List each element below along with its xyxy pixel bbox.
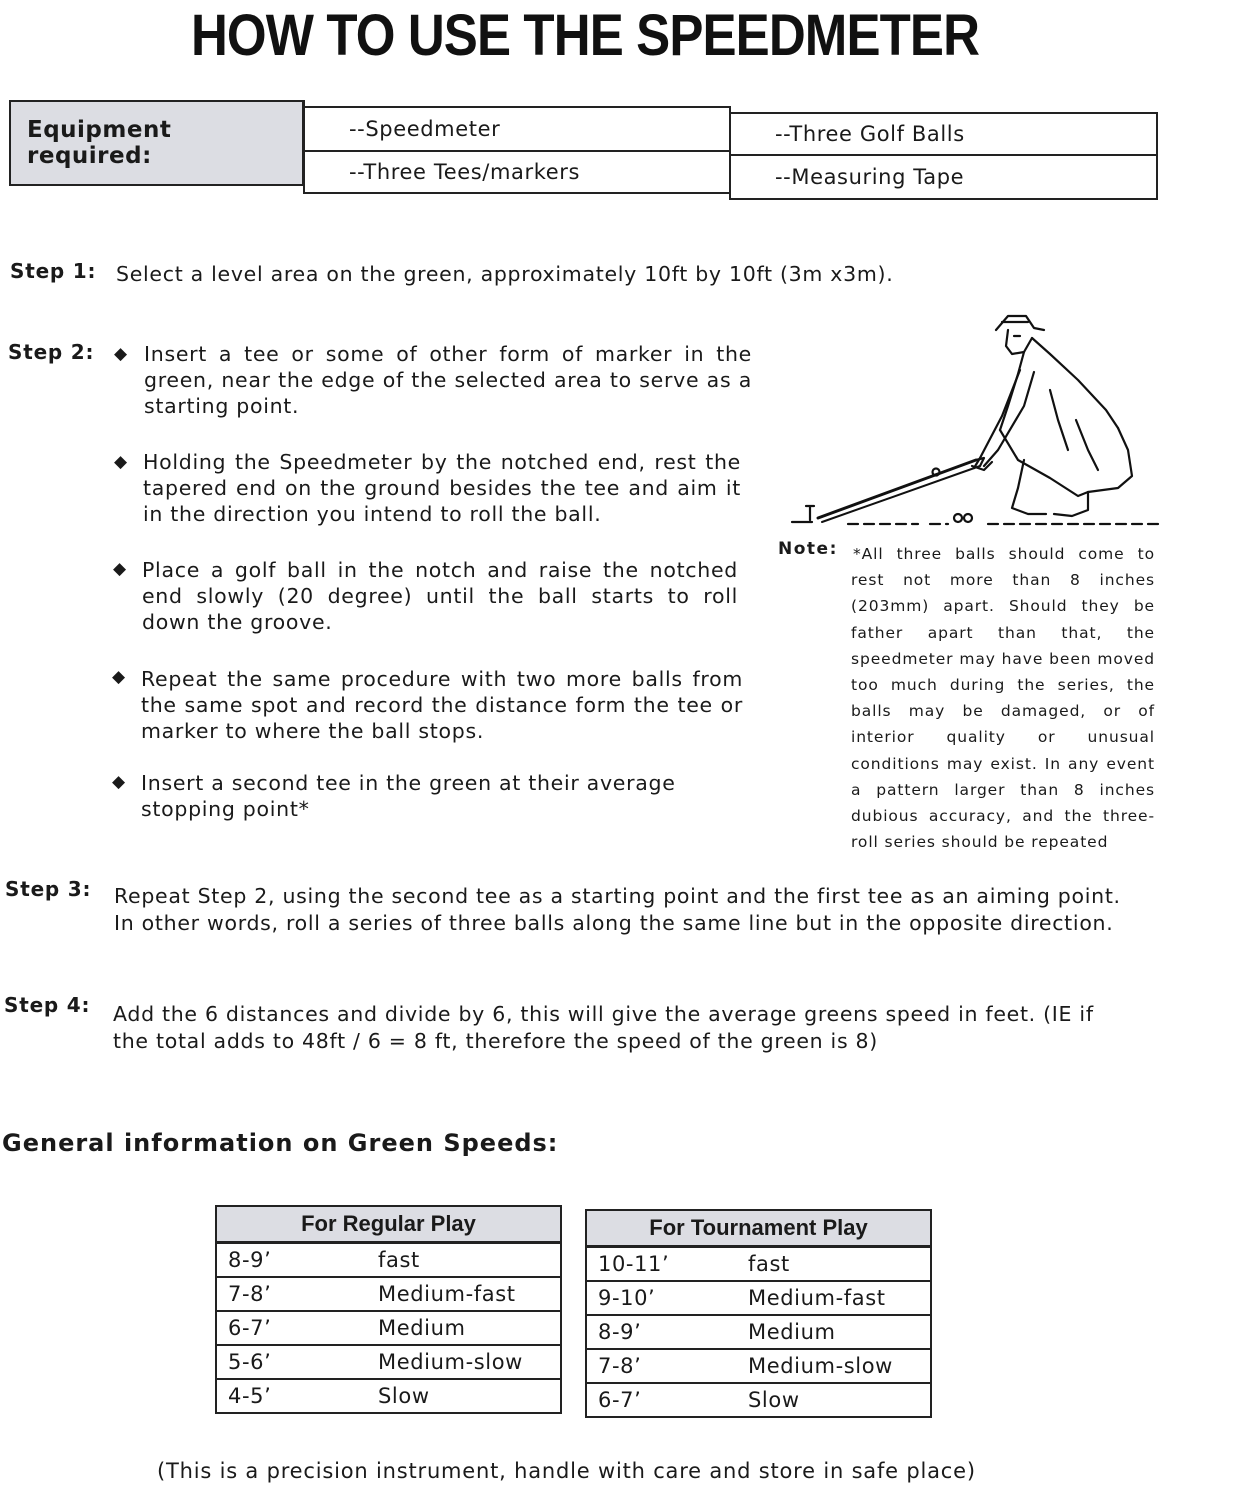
step1-text: Select a level area on the green, approximately 10ft by 10ft (3m x3m).: [116, 262, 894, 286]
golfer-illustration: [788, 310, 1160, 530]
speed-label: Slow: [748, 1383, 931, 1417]
speed-label: fast: [748, 1247, 931, 1282]
step4-text: Add the 6 distances and divide by 6, this will give the average greens speed in feet. (IE if the total adds to 48ft / 6 = 8 ft, therefore the speed of the green is 8): [113, 1002, 1094, 1053]
speed-range: 8-9’: [586, 1315, 748, 1349]
step2-bullet-2: Holding the Speedmeter by the notched end, rest the tapered end on the ground besides the tee and aim it in the direction you intend to roll the ball.: [143, 450, 741, 526]
bullet-icon: ◆: [114, 344, 128, 364]
step2-bullet-5: Insert a second tee in the green at their average stopping point*: [141, 771, 676, 821]
page-title: HOW TO USE THE SPEEDMETER: [190, 3, 980, 68]
regular-play-header: For Regular Play: [216, 1206, 561, 1243]
step2-bullet-4: Repeat the same procedure with two more balls from the same spot and record the distance form the tee or marker to where the ball stops.: [141, 667, 743, 743]
speed-range: 6-7’: [586, 1383, 748, 1417]
table-row: [586, 1315, 931, 1349]
table-row: [216, 1243, 561, 1278]
step3-text: Repeat Step 2, using the second tee as a starting point and the first tee as an aiming point. In other words, roll a series of three balls along the same line but in the opposite direction.: [114, 884, 1121, 935]
equipment-item-speedmeter: --Speedmeter: [303, 106, 731, 152]
tournament-play-table: [585, 1209, 932, 1418]
step4-label: Step 4:: [4, 993, 91, 1017]
note-text: *All three balls should come to rest not more than 8 inches (203mm) apart. Should they be father apart than that, the speedmeter may have been moved too much during the series, the balls may be damaged, or of interior quality or unusual conditions may exist. In any event a pattern larger than 8 inches dubious accuracy, and the three-roll series should be repeated: [851, 545, 1155, 852]
step1-label: Step 1:: [10, 259, 97, 283]
equipment-item-golf-balls: --Three Golf Balls: [729, 112, 1158, 156]
speed-range: 7-8’: [216, 1277, 378, 1311]
speed-range: 8-9’: [216, 1243, 378, 1278]
speed-range: 6-7’: [216, 1311, 378, 1345]
table-row: [216, 1277, 561, 1311]
step2-label: Step 2:: [8, 340, 95, 364]
speed-label: Medium-fast: [378, 1277, 561, 1311]
speed-label: Medium-slow: [378, 1345, 561, 1379]
bullet-icon: ◆: [112, 667, 126, 687]
speed-label: Medium: [378, 1311, 561, 1345]
table-row: [586, 1247, 931, 1282]
speed-range: 4-5’: [216, 1379, 378, 1413]
table-row: [586, 1383, 931, 1417]
speed-label: Medium-fast: [748, 1281, 931, 1315]
step2-bullet-3: Place a golf ball in the notch and raise the notched end slowly (20 degree) until the ball starts to roll down the groove.: [142, 558, 738, 634]
speed-label: Medium-slow: [748, 1349, 931, 1383]
equipment-item-measuring-tape: --Measuring Tape: [729, 154, 1158, 200]
table-row: [216, 1311, 561, 1345]
speed-range: 9-10’: [586, 1281, 748, 1315]
table-row: [216, 1345, 561, 1379]
footer-note: (This is a precision instrument, handle with care and store in safe place): [157, 1459, 976, 1483]
speed-label: fast: [378, 1243, 561, 1278]
table-row: [586, 1349, 931, 1383]
tournament-play-header: For Tournament Play: [586, 1210, 931, 1247]
note-label: Note:: [778, 539, 838, 559]
bullet-icon: ◆: [112, 772, 126, 792]
speed-range: 5-6’: [216, 1345, 378, 1379]
regular-play-table: [215, 1205, 562, 1414]
equipment-table: [9, 100, 1158, 200]
table-row: [216, 1379, 561, 1413]
speed-label: Medium: [748, 1315, 931, 1349]
equipment-label: Equipment required:: [9, 100, 305, 186]
equipment-item-tees: --Three Tees/markers: [303, 150, 731, 194]
speed-range: 7-8’: [586, 1349, 748, 1383]
speed-range: 10-11’: [586, 1247, 748, 1282]
step2-bullet-1: Insert a tee or some of other form of marker in the green, near the edge of the selected area to serve as a starting point.: [144, 342, 752, 418]
speed-label: Slow: [378, 1379, 561, 1413]
step3-label: Step 3:: [5, 877, 92, 901]
green-speeds-heading: General information on Green Speeds:: [2, 1129, 559, 1157]
table-row: [586, 1281, 931, 1315]
bullet-icon: ◆: [114, 452, 128, 472]
bullet-icon: ◆: [113, 559, 127, 579]
